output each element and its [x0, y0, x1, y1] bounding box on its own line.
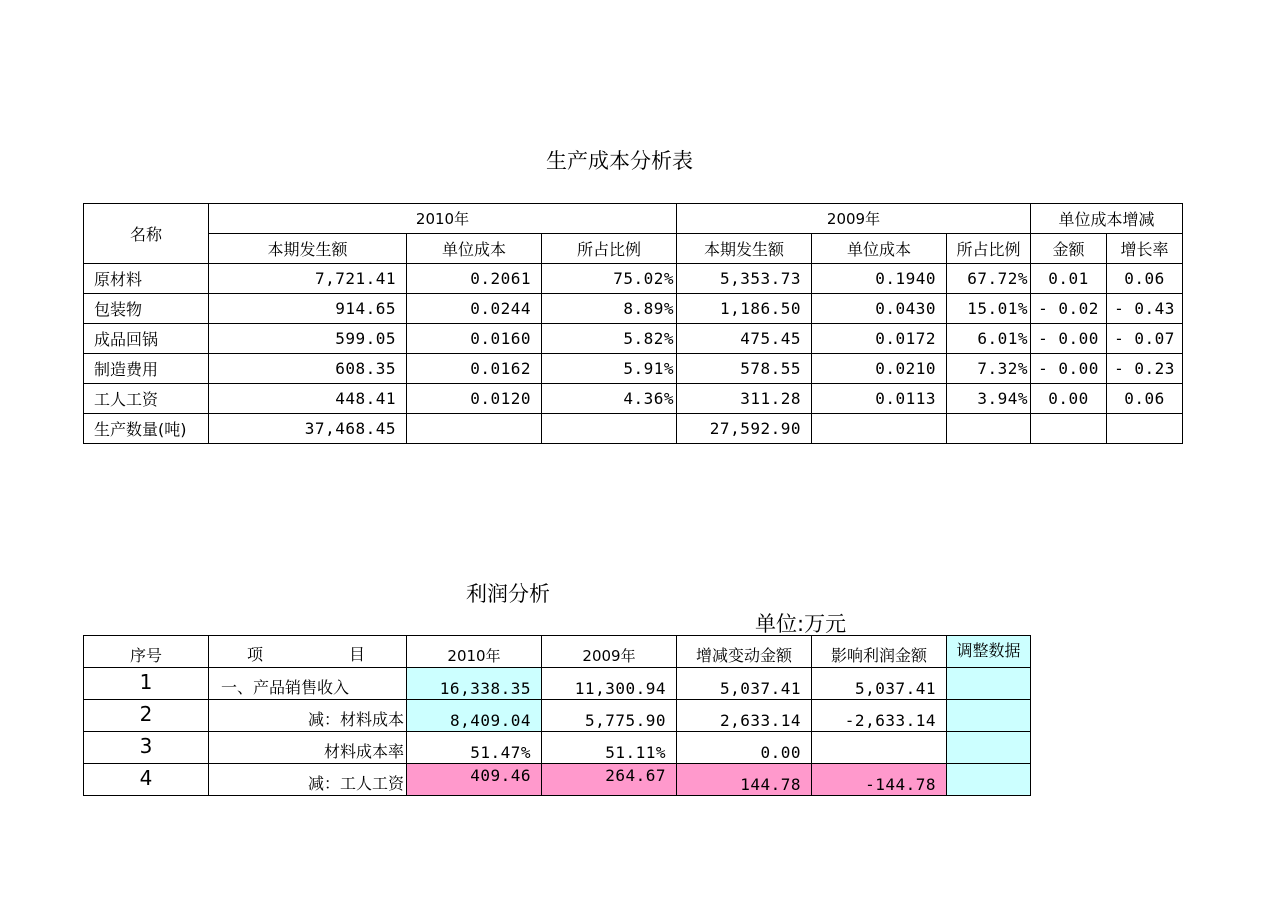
- cost-cell-rate: 0.06: [1107, 384, 1183, 414]
- cost-cell-delta: 0.01: [1031, 264, 1107, 294]
- profit-cell-v2009: 51.11%: [542, 732, 677, 764]
- cost-cell-r2009: 6.01%: [947, 324, 1031, 354]
- header-ratio-2010: 所占比例: [542, 234, 677, 264]
- cost-cell-r2009: 3.94%: [947, 384, 1031, 414]
- header-item-a: 项: [247, 645, 264, 664]
- profit-cell-v2010: 51.47%: [407, 732, 542, 764]
- cost-cell-r2009: 7.32%: [947, 354, 1031, 384]
- cost-cell-name: 包装物: [84, 294, 209, 324]
- header-impact: 影响利润金额: [812, 636, 947, 668]
- cost-row: [84, 354, 1183, 384]
- adjust-cell: [947, 764, 1031, 796]
- header-amount-2010: 本期发生额: [209, 234, 407, 264]
- cost-cell-r2010: 4.36%: [542, 384, 677, 414]
- cost-cell-u2010: 0.0162: [407, 354, 542, 384]
- profit-analysis-table: [83, 635, 1031, 796]
- header-rate: 增长率: [1107, 234, 1183, 264]
- empty-cell: [1107, 414, 1183, 444]
- cost-cell-a2009: 1,186.50: [677, 294, 812, 324]
- profit-cell-impact: [812, 732, 947, 764]
- profit-cell-change: 2,633.14: [677, 700, 812, 732]
- profit-cell-v2010: 8,409.04: [407, 700, 542, 732]
- cost-cell-a2010: 7,721.41: [209, 264, 407, 294]
- profit-cell-v2010: 409.46: [407, 764, 542, 796]
- profit-cell-impact: -144.78: [812, 764, 947, 796]
- cost-row: [84, 384, 1183, 414]
- empty-cell: [812, 414, 947, 444]
- adjust-cell: [947, 668, 1031, 700]
- empty-cell: [947, 414, 1031, 444]
- profit-cell-v2009: 264.67: [542, 764, 677, 796]
- profit-cell-item: 材料成本率: [209, 732, 407, 764]
- cost-cell-u2009: 0.0210: [812, 354, 947, 384]
- cost-row: [84, 324, 1183, 354]
- cost-cell-u2009: 0.0113: [812, 384, 947, 414]
- profit-table-title: 利润分析: [466, 582, 550, 606]
- profit-cell-item: 一、产品销售收入: [209, 668, 407, 700]
- cost-cell-a2010: 599.05: [209, 324, 407, 354]
- quantity-2010: 37,468.45: [209, 414, 407, 444]
- cost-cell-rate: 0.06: [1107, 264, 1183, 294]
- header-seq: 序号: [84, 636, 209, 668]
- cost-cell-name: 工人工资: [84, 384, 209, 414]
- profit-cell-seq: 4: [84, 764, 209, 796]
- empty-cell: [1031, 414, 1107, 444]
- adjust-cell: [947, 700, 1031, 732]
- cost-cell-delta: - 0.02: [1031, 294, 1107, 324]
- header-name: 名称: [84, 204, 209, 264]
- cost-cell-rate: - 0.43: [1107, 294, 1183, 324]
- cost-cell-delta: 0.00: [1031, 384, 1107, 414]
- header-unit-cost-change: 单位成本增减: [1031, 204, 1183, 234]
- cost-cell-a2009: 311.28: [677, 384, 812, 414]
- header-2009: 2009年: [542, 636, 677, 668]
- cost-cell-u2009: 0.0172: [812, 324, 947, 354]
- header-delta: 金额: [1031, 234, 1107, 264]
- profit-cell-seq: 1: [84, 668, 209, 700]
- header-2010: 2010年: [209, 204, 677, 234]
- profit-cell-impact: -2,633.14: [812, 700, 947, 732]
- cost-analysis-table: [83, 203, 1183, 444]
- empty-cell: [542, 414, 677, 444]
- quantity-2009: 27,592.90: [677, 414, 812, 444]
- cost-row: [84, 264, 1183, 294]
- cost-cell-a2009: 578.55: [677, 354, 812, 384]
- profit-cell-seq: 2: [84, 700, 209, 732]
- profit-row: [84, 732, 1031, 764]
- cost-cell-u2010: 0.2061: [407, 264, 542, 294]
- cost-cell-r2010: 5.91%: [542, 354, 677, 384]
- cost-cell-r2010: 75.02%: [542, 264, 677, 294]
- header-unit-cost-2010: 单位成本: [407, 234, 542, 264]
- cost-cell-delta: - 0.00: [1031, 354, 1107, 384]
- profit-cell-v2009: 5,775.90: [542, 700, 677, 732]
- header-amount-2009: 本期发生额: [677, 234, 812, 264]
- adjust-cell: [947, 732, 1031, 764]
- cost-row: [84, 294, 1183, 324]
- cost-cell-name: 制造费用: [84, 354, 209, 384]
- profit-cell-v2009: 11,300.94: [542, 668, 677, 700]
- profit-row: [84, 700, 1031, 732]
- profit-cell-impact: 5,037.41: [812, 668, 947, 700]
- quantity-label: 生产数量(吨): [84, 414, 209, 444]
- cost-cell-delta: - 0.00: [1031, 324, 1107, 354]
- header-unit-cost-2009: 单位成本: [812, 234, 947, 264]
- cost-cell-rate: - 0.23: [1107, 354, 1183, 384]
- cost-cell-u2009: 0.1940: [812, 264, 947, 294]
- cost-cell-r2009: 67.72%: [947, 264, 1031, 294]
- unit-label: 单位:万元: [755, 612, 847, 636]
- cost-table-title: 生产成本分析表: [546, 149, 693, 173]
- cost-cell-a2010: 914.65: [209, 294, 407, 324]
- cost-cell-r2009: 15.01%: [947, 294, 1031, 324]
- header-ratio-2009: 所占比例: [947, 234, 1031, 264]
- header-2009: 2009年: [677, 204, 1031, 234]
- profit-cell-change: 5,037.41: [677, 668, 812, 700]
- profit-row: [84, 668, 1031, 700]
- profit-cell-item: 减：材料成本: [209, 700, 407, 732]
- profit-row: [84, 764, 1031, 796]
- header-adjust: 调整数据: [947, 636, 1031, 668]
- cost-cell-name: 成品回锅: [84, 324, 209, 354]
- profit-cell-change: 0.00: [677, 732, 812, 764]
- cost-cell-u2009: 0.0430: [812, 294, 947, 324]
- header-change: 增减变动金额: [677, 636, 812, 668]
- cost-cell-r2010: 8.89%: [542, 294, 677, 324]
- empty-cell: [407, 414, 542, 444]
- cost-cell-u2010: 0.0160: [407, 324, 542, 354]
- profit-cell-change: 144.78: [677, 764, 812, 796]
- cost-cell-a2010: 448.41: [209, 384, 407, 414]
- cost-cell-u2010: 0.0120: [407, 384, 542, 414]
- cost-cell-name: 原材料: [84, 264, 209, 294]
- profit-cell-item: 减：工人工资: [209, 764, 407, 796]
- cost-cell-a2009: 475.45: [677, 324, 812, 354]
- profit-cell-v2010: 16,338.35: [407, 668, 542, 700]
- quantity-row: [84, 414, 1183, 444]
- cost-cell-r2010: 5.82%: [542, 324, 677, 354]
- header-item-b: 目: [349, 645, 366, 664]
- header-item: [209, 636, 407, 668]
- cost-cell-a2010: 608.35: [209, 354, 407, 384]
- cost-cell-a2009: 5,353.73: [677, 264, 812, 294]
- header-2010: 2010年: [407, 636, 542, 668]
- profit-cell-seq: 3: [84, 732, 209, 764]
- cost-cell-u2010: 0.0244: [407, 294, 542, 324]
- cost-cell-rate: - 0.07: [1107, 324, 1183, 354]
